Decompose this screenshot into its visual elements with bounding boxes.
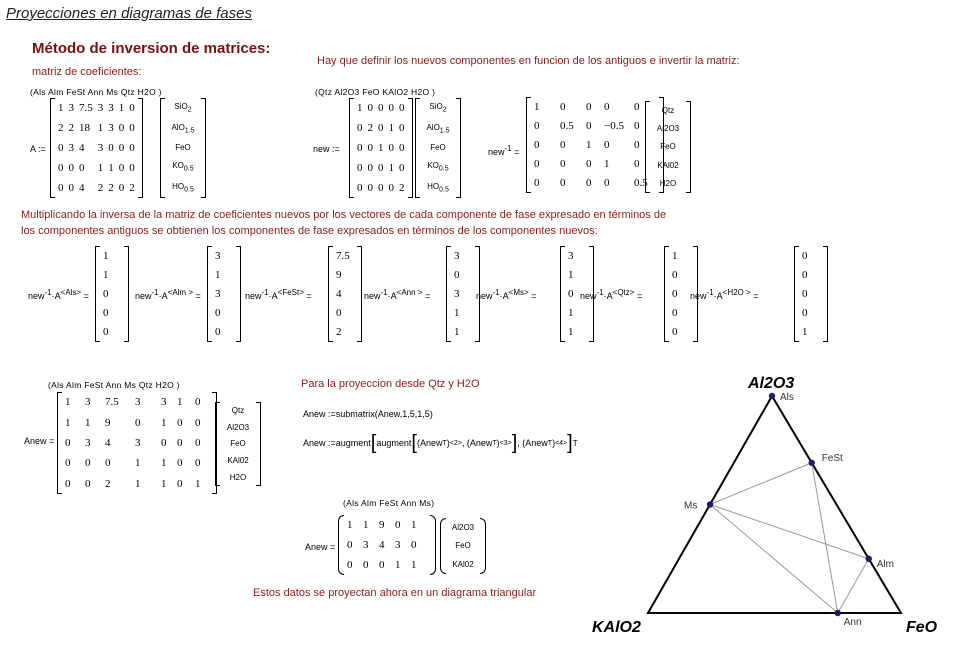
matrix-cell: 0: [399, 142, 405, 154]
component-label: H2O: [229, 473, 247, 483]
component-label: SiO$_2$: [174, 102, 192, 115]
matrix-cell: 0: [129, 162, 135, 174]
component-label: FeO: [455, 541, 471, 551]
matrix-cell: 0: [177, 436, 183, 449]
coef-label: matriz de coeficientes:: [32, 66, 142, 78]
matrix-cell: 1: [363, 519, 369, 531]
matrix-cell: 1: [395, 559, 401, 571]
vector-cell: 3: [215, 249, 221, 262]
vector-cell: 1: [454, 307, 460, 320]
matrix-cell: 0: [68, 182, 74, 194]
matrix-cell: 1: [85, 416, 91, 429]
vector-cell: 3: [454, 249, 460, 262]
matrix-cell: 1: [65, 416, 71, 429]
product-label: $new^{-1}\cdot A^{<FeSt>}$ =: [245, 288, 312, 301]
phase-header-Anew: (Als Alm FeSt Ann Ms Qtz H2O ): [48, 380, 180, 390]
matrix-cell: 1: [97, 162, 104, 174]
phase-point-label: Als: [780, 392, 794, 403]
matrix-cell: 0: [634, 158, 640, 171]
vector-cell: 1: [672, 249, 678, 262]
reduced-phase-header: (Als Alm FeSt Ann Ms): [343, 498, 435, 508]
component-label: KAl02: [657, 160, 679, 170]
matrix-cell: 0: [378, 182, 384, 194]
matrix-cell: 1: [388, 162, 394, 174]
matrix-cell: 2: [108, 182, 114, 194]
matrix-cell: 0: [399, 162, 405, 174]
multiply-text-1: Multiplicando la inversa de la matriz de coeficientes nuevos por los vectores de cada componente de fase expresado en términos de: [21, 209, 667, 221]
matrix-cell: 0: [357, 182, 363, 194]
vector-cell: 0: [802, 268, 808, 281]
matrix-cell: 0: [118, 142, 125, 154]
matrix-cell: 1: [378, 142, 384, 154]
projection-title: Para la proyeccion desde Qtz y H2O: [301, 378, 480, 390]
component-label: Qtz: [231, 405, 245, 415]
matrix-cell: 3: [363, 539, 369, 551]
matrix-cell: 0: [135, 416, 141, 429]
matrix-cell: 0: [634, 100, 640, 113]
matrix-cell: 0: [357, 162, 363, 174]
matrix-Anew-label: Anew =: [24, 436, 55, 446]
matrix-cell: 1: [534, 100, 540, 113]
matrix-cell: 0: [161, 436, 167, 449]
matrix-cell: 0: [388, 182, 394, 194]
phase-point-label: Ms: [684, 500, 698, 512]
matrix-cell: 0: [378, 122, 384, 134]
phase-point-label: Alm: [876, 558, 894, 570]
phase-point-label: Ann: [843, 617, 862, 628]
matrix-cell: 18: [79, 122, 90, 134]
matrix-cell: 3: [395, 539, 401, 551]
page-title: Proyecciones en diagramas de fases: [6, 5, 252, 22]
component-label: SiO$_2$: [429, 102, 447, 115]
vector-cell: 1: [103, 249, 109, 262]
matrix-cell: 0: [347, 559, 353, 571]
matrix-cell: 1: [388, 122, 394, 134]
vector-cell: 0: [568, 287, 574, 300]
matrix-cell: 0: [195, 457, 201, 470]
vector-cell: 0: [103, 287, 109, 300]
tie-line: [710, 505, 838, 614]
vector-cell: 0: [672, 326, 678, 339]
vector-cell: 0: [802, 249, 808, 262]
matrix-cell: 0: [586, 119, 592, 132]
product-label: $new^{-1}\cdot A^{<Qtz>}$ =: [580, 288, 643, 301]
matrix-cell: 7.5: [105, 396, 119, 409]
matrix-cell: 0: [586, 158, 592, 171]
matrix-cell: 0: [634, 138, 640, 151]
matrix-cell: 0: [68, 162, 74, 174]
matrix-cell: 4: [379, 539, 385, 551]
new-comp-header: (Qtz Al2O3 FeO KAlO2 H2O ): [315, 87, 436, 97]
phase-point: [808, 460, 814, 466]
product-label: $new^{-1}\cdot A^{<H2O >}$ =: [690, 288, 759, 301]
vector-cell: 7.5: [336, 249, 350, 262]
matrix-cell: 0.5: [560, 119, 574, 132]
matrix-cell: 0: [58, 142, 64, 154]
component-label: KAl02: [452, 560, 474, 570]
matrix-cell: 0: [560, 100, 566, 113]
vector-cell: 0: [672, 307, 678, 320]
matrix-cell: 3: [108, 122, 114, 134]
vector-cell: 0: [336, 307, 342, 320]
matrix-new-inv-label: new$^{-1}$ =: [488, 144, 520, 157]
vector-cell: 1: [103, 268, 109, 281]
matrix-cell: 1: [357, 102, 363, 114]
matrix-cell: 0: [586, 100, 592, 113]
vector-cell: 3: [568, 249, 574, 262]
matrix-Anew-reduced-label: Anew =: [305, 542, 336, 552]
component-label: Qtz: [661, 105, 675, 115]
vector-cell: 3: [454, 287, 460, 300]
matrix-cell: 3: [108, 102, 114, 114]
matrix-cell: 0: [367, 162, 373, 174]
matrix-cell: 0.5: [634, 177, 648, 190]
matrix-cell: 0: [129, 142, 135, 154]
matrix-cell: 3: [85, 396, 91, 409]
matrix-cell: 4: [79, 142, 85, 154]
vector-cell: 1: [568, 326, 574, 339]
vertex-label: Al2O3: [748, 375, 795, 392]
component-label: FeO: [230, 439, 246, 449]
matrix-cell: 1: [177, 396, 183, 409]
matrix-cell: 3: [97, 102, 104, 114]
phase-header-A: (Als Alm FeSt Ann Ms Qtz H2O ): [30, 87, 162, 97]
matrix-cell: 0: [367, 182, 373, 194]
matrix-cell: 0: [534, 177, 540, 190]
matrix-cell: 3: [161, 396, 167, 409]
matrix-cell: 0: [357, 122, 363, 134]
vector-cell: 1: [568, 268, 574, 281]
matrix-cell: 2: [58, 122, 64, 134]
matrix-cell: 0: [411, 539, 417, 551]
multiply-text-2: los componentes antiguos se obtienen los componentes de fase expresados en términos de los componentes nuevos:: [21, 225, 598, 237]
matrix-cell: 0: [65, 436, 71, 449]
matrix-cell: 0: [367, 142, 373, 154]
matrix-cell: 2: [105, 477, 111, 490]
vector-cell: 1: [802, 326, 808, 339]
matrix-cell: 0: [177, 457, 183, 470]
matrix-cell: 3: [135, 396, 141, 409]
matrix-cell: 0: [378, 162, 384, 174]
matrix-cell: 0: [129, 102, 135, 114]
matrix-cell: 2: [129, 182, 135, 194]
product-label: $new^{-1}\cdot A^{<Ann >}$ =: [364, 288, 431, 301]
matrix-cell: 1: [65, 396, 71, 409]
matrix-cell: 0: [195, 436, 201, 449]
matrix-cell: 9: [379, 519, 385, 531]
matrix-cell: −0.5: [604, 119, 624, 132]
matrix-cell: 0: [108, 142, 114, 154]
phase-point: [835, 610, 841, 616]
matrix-cell: 0: [367, 102, 373, 114]
vector-cell: 9: [336, 268, 342, 281]
matrix-cell: 0: [395, 519, 401, 531]
matrix-cell: 0: [560, 177, 566, 190]
matrix-cell: 3: [68, 102, 74, 114]
vector-cell: 2: [336, 326, 342, 339]
matrix-cell: 4: [79, 182, 85, 194]
matrix-cell: 0: [634, 119, 640, 132]
matrix-cell: 1: [347, 519, 353, 531]
matrix-cell: 1: [161, 477, 167, 490]
matrix-new-label: new :=: [313, 144, 340, 154]
vector-cell: 0: [215, 326, 221, 339]
matrix-cell: 7.5: [79, 102, 93, 114]
component-label: AlO$_{1.5}$: [426, 122, 450, 135]
tie-line: [710, 505, 869, 559]
matrix-cell: 0: [379, 559, 385, 571]
matrix-cell: 0: [560, 158, 566, 171]
matrix-cell: 0: [118, 122, 125, 134]
component-label: AlO$_{1.5}$: [171, 122, 195, 135]
matrix-cell: 2: [399, 182, 405, 194]
component-label: FeO: [430, 143, 446, 153]
matrix-A-label: A :=: [30, 144, 46, 154]
matrix-cell: 0: [534, 119, 540, 132]
matrix-cell: 0: [85, 477, 91, 490]
matrix-cell: 0: [586, 177, 592, 190]
vector-cell: 0: [802, 307, 808, 320]
component-label: $KO_{0.5}$: [427, 161, 449, 173]
matrix-cell: 1: [97, 122, 104, 134]
matrix-cell: 3: [68, 142, 74, 154]
define-text: Hay que definir los nuevos componentes en funcion de los antiguos e invertir la matriz:: [317, 55, 740, 67]
matrix-cell: 0: [604, 138, 610, 151]
matrix-cell: 0: [118, 162, 125, 174]
matrix-cell: 0: [177, 477, 183, 490]
matrix-cell: 0: [85, 457, 91, 470]
matrix-cell: 1: [195, 477, 201, 490]
matrix-cell: 2: [97, 182, 104, 194]
matrix-cell: 2: [367, 122, 373, 134]
matrix-cell: 0: [58, 182, 64, 194]
vertex-label: FeO: [906, 619, 938, 636]
component-label: Al2O3: [226, 422, 250, 432]
component-label: FeO: [660, 142, 676, 152]
phase-point: [707, 501, 713, 507]
matrix-cell: 1: [108, 162, 114, 174]
matrix-cell: 0: [129, 122, 135, 134]
component-label: FeO: [175, 143, 191, 153]
vector-cell: 1: [215, 268, 221, 281]
component-label: H2O: [659, 179, 677, 189]
matrix-cell: 3: [135, 436, 141, 449]
vector-cell: 0: [454, 268, 460, 281]
matrix-cell: 0: [388, 142, 394, 154]
phase-point: [866, 556, 872, 562]
vector-cell: 0: [215, 307, 221, 320]
matrix-cell: 0: [534, 158, 540, 171]
matrix-cell: 1: [135, 457, 141, 470]
matrix-cell: 4: [105, 436, 111, 449]
matrix-cell: 0: [195, 416, 201, 429]
phase-point-label: FeSt: [821, 452, 843, 464]
vertex-label: KAlO2: [592, 619, 641, 636]
matrix-cell: 1: [58, 102, 64, 114]
matrix-cell: 0: [388, 102, 394, 114]
component-label: KAl02: [227, 456, 249, 466]
matrix-cell: 1: [135, 477, 141, 490]
matrix-cell: 0: [378, 102, 384, 114]
vector-cell: 0: [802, 287, 808, 300]
matrix-cell: 0: [58, 162, 64, 174]
matrix-cell: 2: [68, 122, 74, 134]
matrix-cell: 1: [411, 559, 417, 571]
matrix-cell: 0: [347, 539, 353, 551]
matrix-cell: 3: [85, 436, 91, 449]
vector-cell: 0: [103, 326, 109, 339]
matrix-cell: 1: [161, 457, 167, 470]
product-label: $new^{-1}\cdot A^{<Als>}$ =: [28, 288, 89, 301]
component-label: $HO_{0.5}$: [427, 181, 449, 194]
matrix-cell: 9: [105, 416, 111, 429]
component-label: $KO_{0.5}$: [172, 161, 194, 173]
component-label: Al2O3: [656, 124, 680, 134]
product-label: $new^{-1}\cdot A^{<Alm >}$ =: [135, 288, 201, 301]
section-heading: Método de inversion de matrices:: [32, 40, 271, 57]
matrix-cell: 0: [399, 122, 405, 134]
submatrix-expression: Anew :=submatrix(Anew,1,5,1,5): [303, 409, 433, 419]
component-label: Al2O3: [451, 522, 475, 532]
matrix-cell: 0: [604, 100, 610, 113]
matrix-cell: 0: [177, 416, 183, 429]
matrix-cell: 0: [79, 162, 85, 174]
matrix-cell: 0: [65, 457, 71, 470]
matrix-cell: 0: [357, 142, 363, 154]
vector-cell: 1: [568, 307, 574, 320]
matrix-cell: 1: [604, 158, 610, 171]
augment-expression: Anew :=augment [ augment [ ( Anew T ) <2> , ( Anew T ) <3> ] , ( Anew T ) <4> ] T: [303, 431, 578, 454]
vector-cell: 0: [672, 287, 678, 300]
matrix-cell: 0: [534, 138, 540, 151]
matrix-cell: 0: [560, 138, 566, 151]
matrix-cell: 0: [363, 559, 369, 571]
tie-line: [710, 463, 812, 505]
matrix-cell: 3: [97, 142, 104, 154]
matrix-cell: 1: [118, 102, 125, 114]
matrix-cell: 1: [411, 519, 417, 531]
tie-line: [838, 559, 869, 613]
vector-cell: 0: [103, 307, 109, 320]
phase-point: [769, 393, 775, 399]
matrix-cell: 0: [604, 177, 610, 190]
vector-cell: 0: [672, 268, 678, 281]
matrix-cell: 0: [65, 477, 71, 490]
conclusion-text: Estos datos se proyectan ahora en un diagrama triangular: [253, 587, 537, 599]
matrix-cell: 0: [105, 457, 111, 470]
vector-cell: 1: [454, 326, 460, 339]
matrix-cell: 0: [195, 396, 201, 409]
vector-cell: 3: [215, 287, 221, 300]
matrix-cell: 1: [161, 416, 167, 429]
vector-cell: 4: [336, 287, 342, 300]
component-label: $HO_{0.5}$: [172, 181, 194, 194]
matrix-cell: 0: [118, 182, 125, 194]
matrix-cell: 0: [399, 102, 405, 114]
product-label: $new^{-1}\cdot A^{<Ms>}$ =: [476, 288, 537, 301]
matrix-cell: 1: [586, 138, 592, 151]
